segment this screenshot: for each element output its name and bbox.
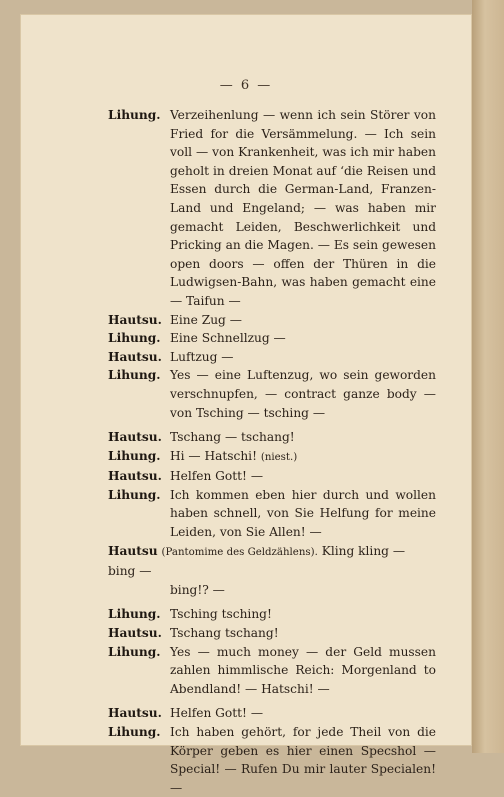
speech-text: Hi — Hatschi! [170,448,257,463]
speaker-name: Lihung. [108,108,161,122]
speaker-name: Hautsu. [108,706,162,721]
speech-text: Ich kommen eben hier durch und wollen haben schnell, von Sie Helfung for meine Leiden, von Sie Allen! — [170,487,436,540]
speaker-name: Lihung. [108,368,161,383]
speech-text: Luftzug — [170,349,234,364]
speaker-name: Lihung. [108,331,161,346]
dialogue-line [108,542,436,600]
speaker-name: Lihung. [108,607,161,622]
dialogue-line [108,447,436,468]
speech-text: Tsching tsching! [170,607,272,622]
dialogue-line [108,329,436,348]
dialogue-line [108,366,436,422]
speaker-name: Lihung. [108,487,161,502]
book-page [20,14,472,795]
dialogue-script [108,106,436,797]
speaker-name: Hautsu. [108,312,162,327]
speech-text: Tschang tschang! [170,626,279,641]
dialogue-line [108,486,436,542]
speech-text: Kling kling — bing — [108,543,406,579]
speaker-name: Lihung. [108,725,161,739]
dialogue-line [108,643,436,699]
speech-text: Ich haben gehört, for jede Theil von die Körper geben es hier einen Specshol — Special! — Rufen Du mir lauter Specialen! — [170,725,436,795]
speaker-name: Hautsu. [108,430,162,445]
dialogue-line [108,467,436,486]
dialogue-line [108,106,436,311]
speaker-name: Hautsu. [108,469,162,484]
dialogue-line [108,704,436,723]
stage-direction: (Pantomime des Geldzählens). [161,546,318,558]
speech-text: Helfen Gott! — [170,469,264,484]
dialogue-line [108,605,436,624]
speech-text: Yes — much money — der Geld mussen zahlen himmlische Reich: Morgenland to Abendland! — Hatschi! — [170,644,436,696]
speech-text: Verzeihenlung — wenn ich sein Störer von Fried for die Versämmelung. — Ich sein voll — von Krankenheit, was ich mir haben geholt in dreien Monat auf ‘die Reisen und Essen durch die German-Land, Franzen-Land und Engeland; — was haben mir gemacht Leiden, Beschwerlichkeit und Pricking an die Magen. — Es sein gewesen open doors — offen der Thüren in die Ludwigsen-Bahn, was haben gemacht eine — Taifun — [170,108,436,308]
dialogue-line [108,311,436,330]
speaker-name: Hautsu [108,543,158,558]
stage-direction: (niest.) [260,451,298,463]
dialogue-line [108,428,436,447]
speech-with-stage-direction [170,447,436,468]
speaker-name: Hautsu. [108,626,162,641]
speech-text: Tschang — tschang! [170,430,295,445]
speech-text: Eine Schnellzug — [170,331,286,346]
page-gutter [472,0,504,753]
speech-text: Eine Zug — [170,312,242,327]
speaker-name: Lihung. [108,448,161,463]
speech-text: Helfen Gott! — [170,706,264,721]
dialogue-line [108,348,436,367]
dialogue-line [108,624,436,643]
speech-text: Yes — eine Luftenzug, wo sein geworden verschnupfen, — contract ganze body — von Tsching — tsching — [170,368,436,420]
speaker-name: Hautsu. [108,349,162,364]
speaker-name: Lihung. [108,644,161,659]
dialogue-line [108,723,436,797]
page-number: — 6 — [219,78,273,93]
speech-continuation: bing!? — [170,582,225,597]
